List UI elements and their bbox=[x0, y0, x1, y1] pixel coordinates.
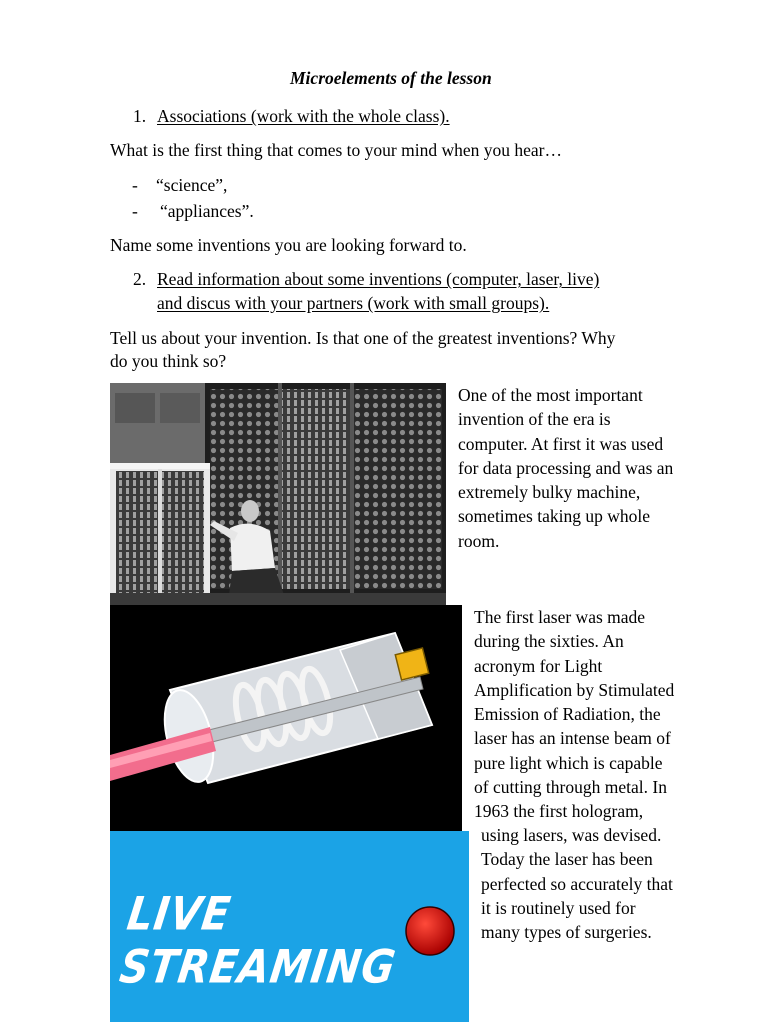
text-line: pure light which is capable bbox=[474, 752, 663, 773]
text-line: acronym for Light bbox=[474, 655, 603, 676]
text-line: using lasers, was devised. bbox=[481, 825, 662, 845]
text-line: laser has an intense beam of bbox=[474, 728, 671, 749]
tell-us-line1: Tell us about your invention. Is that one of the greatest inventions? Why bbox=[110, 328, 616, 348]
step-1-number: 1. bbox=[133, 106, 147, 126]
text-line: many types of surgeries. bbox=[481, 922, 652, 943]
bullet-science: “science”, bbox=[156, 175, 228, 195]
text-line: The first laser was made bbox=[474, 607, 646, 627]
step-2-heading-line2: and discus with your partners (work with small groups). bbox=[157, 293, 550, 313]
bullet-appliances: “appliances”. bbox=[160, 201, 254, 221]
live-streaming-wordmark: LIVE STREAMING bbox=[116, 888, 400, 994]
text-line: 1963 the first hologram, bbox=[474, 801, 644, 822]
name-inventions-text: Name some inventions you are looking forward to. bbox=[110, 235, 467, 255]
page-title: Microelements of the lesson bbox=[290, 68, 492, 88]
question-text: What is the first thing that comes to your mind when you hear… bbox=[110, 140, 562, 160]
computer-description bbox=[458, 383, 673, 553]
text-line: sometimes taking up whole bbox=[458, 506, 650, 527]
text-line: Today the laser has been bbox=[481, 849, 653, 870]
laser-description-continued bbox=[481, 823, 673, 944]
laser-illustration bbox=[110, 605, 462, 832]
text-line: Emission of Radiation, the bbox=[474, 704, 661, 725]
text-line: of cutting through metal. In bbox=[474, 777, 667, 798]
text-line: during the sixties. An bbox=[474, 631, 624, 652]
tell-us-line2: do you think so? bbox=[110, 351, 227, 371]
bullet-dash: - bbox=[132, 175, 138, 195]
text-line: for data processing and was an bbox=[458, 457, 674, 478]
step-2-heading-line1: Read information about some inventions (computer, laser, live) bbox=[157, 269, 600, 289]
record-dot-icon bbox=[404, 905, 456, 957]
step-1-heading: Associations (work with the whole class). bbox=[157, 106, 450, 126]
text-line: perfected so accurately that bbox=[481, 873, 673, 894]
bullet-dash: - bbox=[132, 201, 138, 221]
text-line: extremely bulky machine, bbox=[458, 482, 641, 503]
text-line: computer. At first it was used bbox=[458, 433, 664, 454]
live-streaming-logo bbox=[110, 831, 469, 1022]
text-line: invention of the era is bbox=[458, 409, 611, 430]
text-line: room. bbox=[458, 530, 500, 551]
text-line: One of the most important bbox=[458, 385, 643, 405]
step-2-number: 2. bbox=[133, 269, 147, 289]
laser-description bbox=[474, 605, 674, 824]
text-line: Amplification by Stimulated bbox=[474, 679, 675, 700]
text-line: it is routinely used for bbox=[481, 897, 636, 918]
computer-photo bbox=[110, 383, 446, 605]
